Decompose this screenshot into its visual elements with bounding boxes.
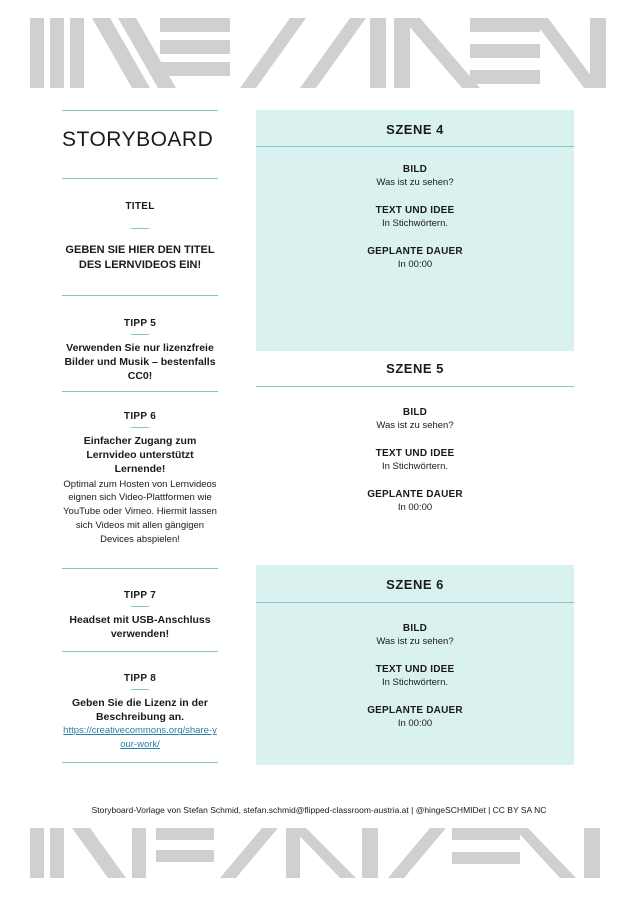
bild-heading: BILD [402, 623, 428, 634]
page-title: STORYBOARD [62, 128, 214, 151]
text-idee-heading: TEXT UND IDEE [375, 448, 455, 459]
scene-title: SZENE 4 [386, 122, 444, 137]
bild-hint: Was ist zu sehen? [376, 420, 454, 431]
dauer-value: In 00:00 [397, 718, 433, 729]
scene-title: SZENE 6 [386, 577, 444, 592]
short-divider [131, 689, 149, 690]
tip-bold-text: Geben Sie die Lizenz in der Beschreibung an. [72, 697, 208, 724]
titel-value[interactable]: GEBEN SIE HIER DEN TITEL DES LERNVIDEOS EIN! [65, 244, 215, 271]
bild-hint: Was ist zu sehen? [376, 177, 454, 188]
text-idee-field[interactable] [256, 448, 574, 472]
bild-field[interactable] [256, 407, 574, 431]
short-divider [131, 228, 149, 229]
short-divider [131, 606, 149, 607]
scene-divider [256, 146, 574, 147]
text-idee-hint: In Stichwörtern. [382, 677, 448, 688]
license-link[interactable]: https://creativecommons.org/share-your-work/ [63, 725, 217, 751]
scene-4-panel[interactable] [256, 110, 574, 351]
bild-heading: BILD [402, 407, 428, 418]
tip-6 [62, 411, 218, 546]
divider [62, 651, 218, 652]
text-idee-field[interactable] [256, 664, 574, 688]
tip-heading: TIPP 6 [123, 411, 157, 422]
tip-text: Optimal zum Hosten von Lernvideos eignen sich Video-Plattformen wie YouTube oder Vimeo. Hiermit lassen sich Videos mit allen gängigen Devices abspielen! [63, 478, 217, 545]
dauer-value: In 00:00 [397, 502, 433, 513]
tip-8 [62, 673, 218, 752]
scene-6-panel[interactable] [256, 565, 574, 765]
dauer-heading: GEPLANTE DAUER [367, 246, 463, 257]
tip-5 [62, 318, 218, 384]
tip-bold-text: Headset mit USB-Anschluss verwenden! [69, 614, 211, 641]
scene-divider [256, 602, 574, 603]
tip-bold-text: Einfacher Zugang zum Lernvideo unterstützt Lernende! [83, 435, 197, 476]
dauer-heading: GEPLANTE DAUER [367, 705, 463, 716]
tip-heading: TIPP 5 [123, 318, 157, 329]
dauer-field[interactable] [256, 489, 574, 513]
divider [62, 391, 218, 392]
text-idee-heading: TEXT UND IDEE [375, 664, 455, 675]
text-idee-hint: In Stichwörtern. [382, 218, 448, 229]
bild-field[interactable] [256, 623, 574, 647]
tip-7 [62, 590, 218, 641]
bild-heading: BILD [402, 164, 428, 175]
short-divider [131, 334, 149, 335]
scene-title: SZENE 5 [386, 361, 444, 376]
dauer-heading: GEPLANTE DAUER [367, 489, 463, 500]
dauer-field[interactable] [256, 705, 574, 729]
bild-field[interactable] [256, 164, 574, 188]
divider [62, 568, 218, 569]
tip-heading: TIPP 8 [123, 673, 157, 684]
text-idee-hint: In Stichwörtern. [382, 461, 448, 472]
decorative-stripe-band-bottom [0, 808, 638, 878]
footer-credit: Storyboard-Vorlage von Stefan Schmid, stefan.schmid@flipped-classroom-austria.at | @hingeSCHMIDet | CC BY SA NC [91, 805, 547, 815]
scene-5-panel[interactable] [256, 351, 574, 565]
dauer-field[interactable] [256, 246, 574, 270]
divider [62, 110, 218, 111]
titel-heading: TITEL [125, 201, 155, 212]
text-idee-field[interactable] [256, 205, 574, 229]
divider [62, 762, 218, 763]
dauer-value: In 00:00 [397, 259, 433, 270]
text-idee-heading: TEXT UND IDEE [375, 205, 455, 216]
bild-hint: Was ist zu sehen? [376, 636, 454, 647]
divider [62, 295, 218, 296]
titel-block [62, 201, 218, 273]
decorative-stripe-band-top [0, 18, 638, 88]
divider [62, 178, 218, 179]
short-divider [131, 427, 149, 428]
scene-divider [256, 386, 574, 387]
tip-heading: TIPP 7 [123, 590, 157, 601]
tip-bold-text: Verwenden Sie nur lizenzfreie Bilder und Musik – bestenfalls CC0! [64, 342, 216, 383]
